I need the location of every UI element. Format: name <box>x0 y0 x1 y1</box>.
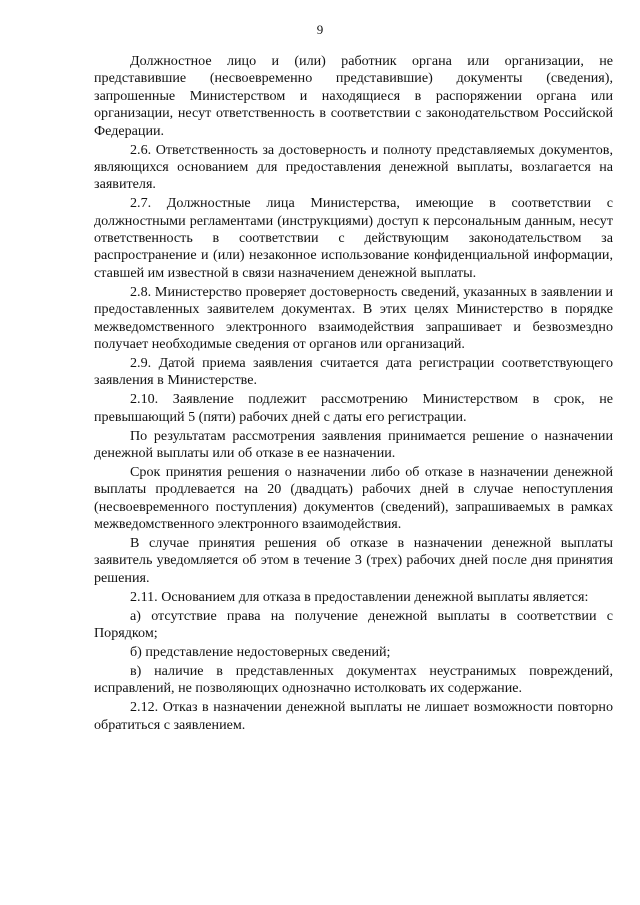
paragraph-2-9: 2.9. Датой приема заявления считается дата регистрации соответствующего заявления в Министерстве. <box>94 354 613 389</box>
paragraph-2-8: 2.8. Министерство проверяет достоверность сведений, указанных в заявлении и предоставленных заявителем документах. В этих целях Министерство в порядке межведомственного электронного взаимодействия запрашивает и безвозмездно получает необходимые сведения от органов или организаций. <box>94 283 613 352</box>
document-body <box>94 53 613 735</box>
paragraph-refusal-notice: В случае принятия решения об отказе в назначении денежной выплаты заявитель уведомляется об этом в течение 3 (трех) рабочих дней после дня принятия решения. <box>94 534 613 586</box>
paragraph-decision-term: Срок принятия решения о назначении либо об отказе в назначении денежной выплаты продлевается на 20 (двадцать) рабочих дней в случае непоступления (несвоевременного поступления) документов (сведений), запрашиваемых в рамках межведомственного электронного взаимодействия. <box>94 463 613 533</box>
paragraph-2-7: 2.7. Должностные лица Министерства, имеющие в соответствии с должностными регламентами (инструкциями) доступ к персональным данным, несут ответственность в соответствии с действующим законодательством за распространение и (или) незаконное использование конфиденциальной информации, ставшей им известной в связи назначением денежной выплаты. <box>94 195 613 281</box>
paragraph-2-6: 2.6. Ответственность за достоверность и полноту представляемых документов, являющихся основанием для предоставления денежной выплаты, возлагается на заявителя. <box>94 141 613 193</box>
paragraph-2-12: 2.12. Отказ в назначении денежной выплаты не лишает возможности повторно обратиться с заявлением. <box>94 699 613 733</box>
paragraph-2-10: 2.10. Заявление подлежит рассмотрению Министерством в срок, не превышающий 5 (пяти) рабочих дней с даты его регистрации. <box>94 391 613 425</box>
paragraph-2-11: 2.11. Основанием для отказа в предоставлении денежной выплаты является: <box>130 588 589 605</box>
page-number: 9 <box>316 22 324 37</box>
paragraph-liability-officials: Должностное лицо и (или) работник органа или организации, не представившие (несвоевременно представившие) документы (сведения), запрошенные Министерством и находящиеся в распоряжении органа или организации, несут ответственность в соответствии с законодательством Российской Федерации. <box>94 53 613 139</box>
list-item-c: в) наличие в представленных документах неустранимых повреждений, исправлений, не позволяющих однозначно истолковать их содержание. <box>94 662 613 697</box>
list-item-a: а) отсутствие права на получение денежной выплаты в соответствии с Порядком; <box>94 607 613 641</box>
list-item-b: б) представление недостоверных сведений; <box>130 643 391 660</box>
paragraph-decision-result: По результатам рассмотрения заявления принимается решение о назначении денежной выплаты или об отказе в ее назначении. <box>94 427 613 461</box>
